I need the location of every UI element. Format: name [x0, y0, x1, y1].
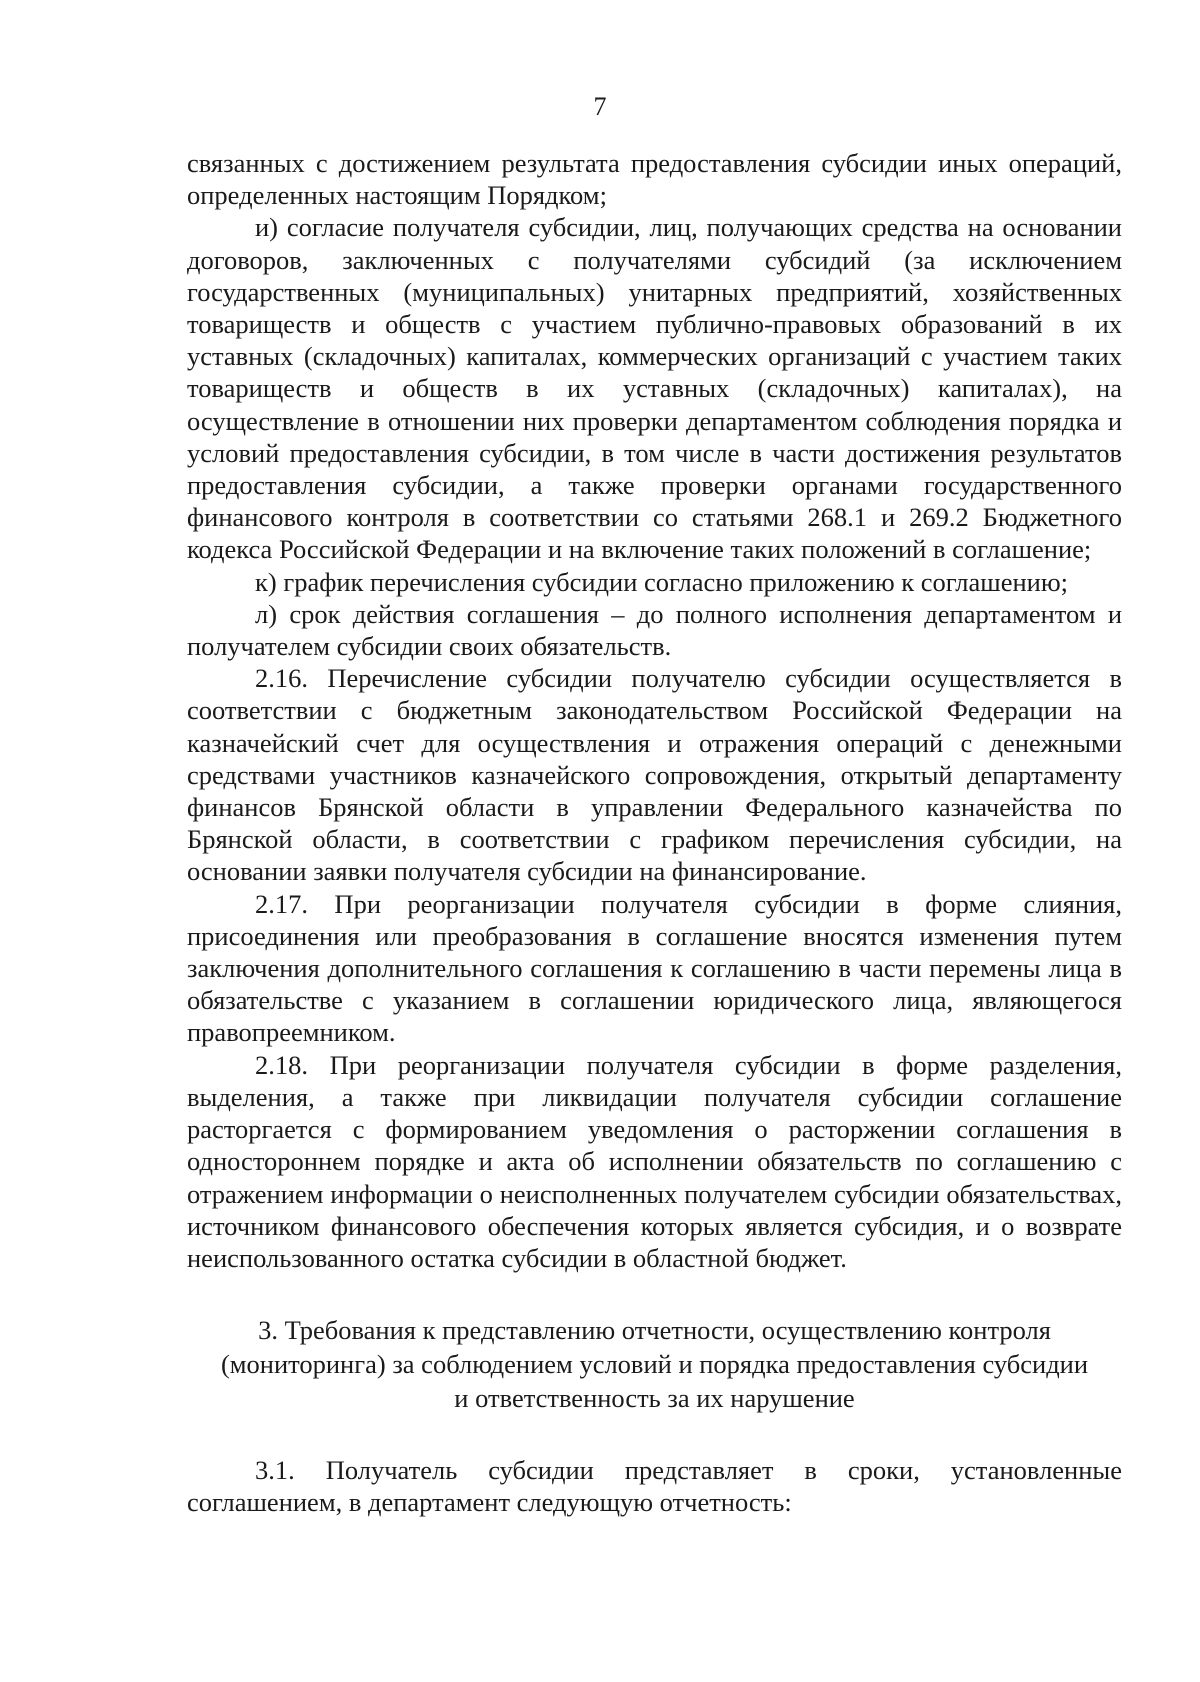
paragraph: 3.1. Получатель субсидии представляет в сроки, установленные соглашением, в департамент следующую отчетность: [187, 1455, 1122, 1518]
paragraphs-before-heading [187, 147, 1122, 1274]
section-heading-line: и ответственность за их нарушение [454, 1383, 855, 1414]
paragraph: 2.16. Перечисление субсидии получателю субсидии осуществляется в соответствии с бюджетным законодательством Российской Федерации на казначейский счет для осуществления и отражения операций с денежными средствами участников казначейского сопровождения, открытый департаменту финансов Брянской области в управлении Федерального казначейства по Брянской области, в соответствии с графиком перечисления субсидии, на основании заявки получателя субсидии на финансирование. [187, 663, 1122, 887]
section-heading-line: 3. Требования к представлению отчетности, осуществлению контроля [258, 1315, 1051, 1346]
page-number: 7 [593, 92, 607, 121]
paragraphs-after-heading [187, 1454, 1122, 1518]
paragraph: 2.18. При реорганизации получателя субсидии в форме разделения, выделения, а также при ликвидации получателя субсидии соглашение расторгается с формированием уведомления о расторжении соглашения в одностороннем порядке и акта об исполнении обязательств по соглашению с отражением информации о неисполненных получателем субсидии обязательствах, источником финансового обеспечения которых является субсидия, и о возврате неиспользованного остатка субсидии в областной бюджет. [187, 1049, 1122, 1273]
document-body [187, 147, 1122, 1519]
paragraph: и) согласие получателя субсидии, лиц, получающих средства на основании договоров, заключенных с получателями субсидий (за исключением государственных (муниципальных) унитарных предприятий, хозяйственных товариществ и обществ с участием публично-правовых образований в их уставных (складочных) капиталах, коммерческих организаций с участием таких товариществ и обществ в их уставных (складочных) капиталах), на осуществление в отношении них проверки департаментом соблюдения порядка и условий предоставления субсидии, в том числе в части достижения результатов предоставления субсидии, а также проверки органами государственного финансового контроля в соответствии со статьями 268.1 и 269.2 Бюджетного кодекса Российской Федерации и на включение таких положений в соглашение; [187, 212, 1122, 565]
paragraph: к) график перечисления субсидии согласно приложению к соглашению; [255, 566, 1068, 597]
section-heading [187, 1313, 1122, 1415]
paragraph: связанных с достижением результата предоставления субсидии иных операций, определенных настоящим Порядком; [187, 148, 1122, 211]
paragraph: 2.17. При реорганизации получателя субсидии в форме слияния, присоединения или преобразования в соглашение вносятся изменения путем заключения дополнительного соглашения к соглашению в части перемены лица в обязательстве с указанием в соглашении юридического лица, являющегося правопреемником. [187, 888, 1122, 1048]
section-heading-line: (мониторинга) за соблюдением условий и порядка предоставления субсидии [220, 1349, 1089, 1380]
paragraph: л) срок действия соглашения – до полного исполнения департаментом и получателем субсидии своих обязательств. [187, 598, 1122, 662]
